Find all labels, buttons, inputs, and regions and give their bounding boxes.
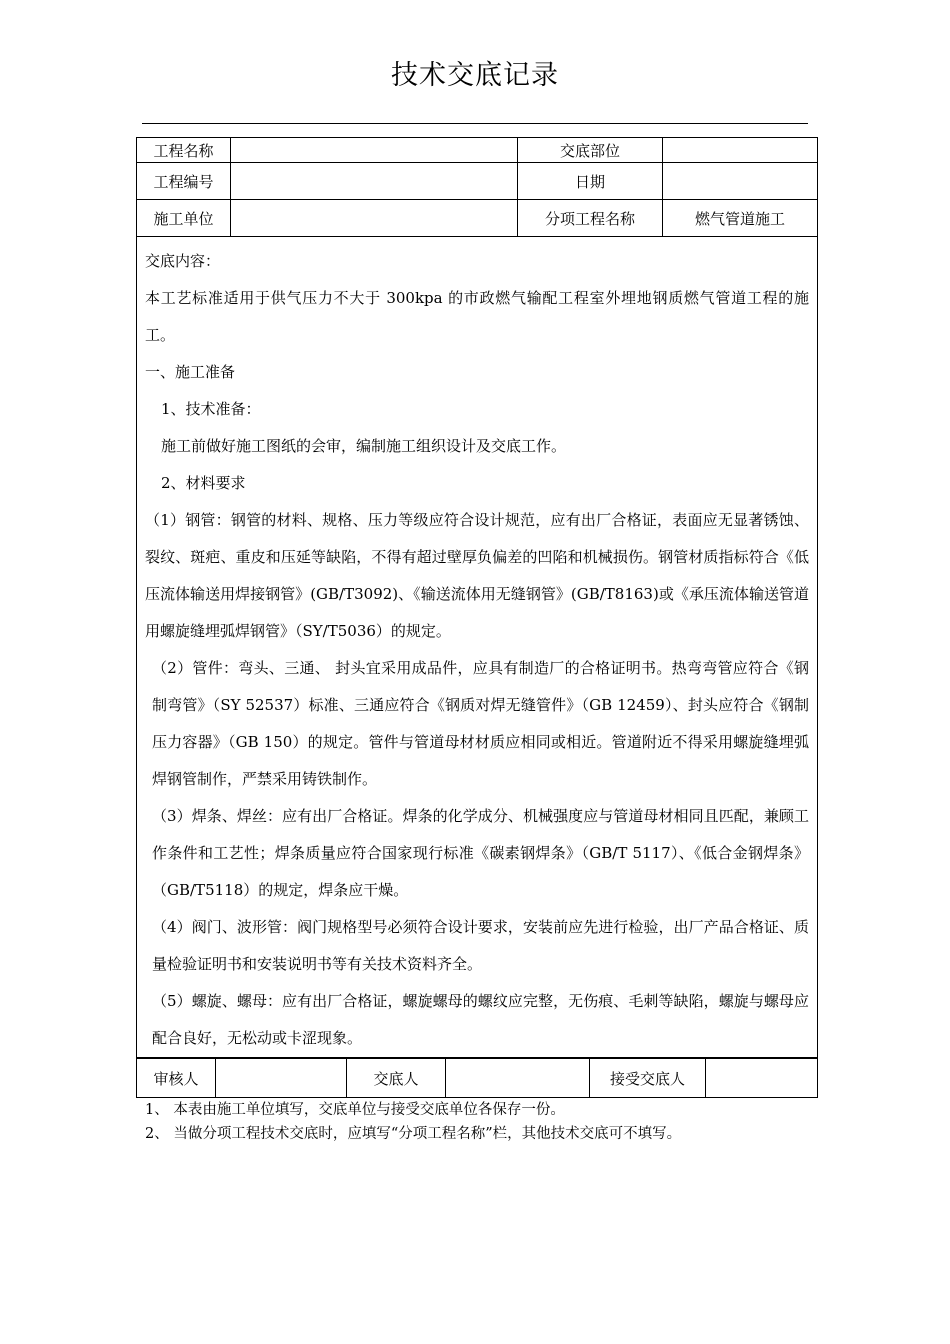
- reviewer-field[interactable]: [216, 1059, 347, 1098]
- date-field[interactable]: [663, 163, 818, 200]
- project-name-label: 工程名称: [137, 138, 231, 163]
- material-item-valves: （4）阀门、波形管：阀门规格型号必须符合设计要求，安装前应先进行检验，出厂产品合格证、质量检验证明书和安装说明书等有关技术资料齐全。: [152, 918, 809, 973]
- footnote-2: 2、 当做分项工程技术交底时，应填写“分项工程名称”栏，其他技术交底可不填写。: [145, 1126, 682, 1142]
- sub-technical-prep-text: 施工前做好施工图纸的会审，编制施工组织设计及交底工作。: [161, 437, 567, 455]
- content-heading: 交底内容：: [145, 252, 221, 270]
- discloser-label: 交底人: [347, 1059, 446, 1098]
- content-body: [137, 237, 818, 1058]
- project-name-field[interactable]: [231, 138, 518, 163]
- sub-material-requirements: 2、材料要求: [161, 474, 246, 492]
- handover-part-field[interactable]: [663, 138, 818, 163]
- header-row-project-name: [137, 138, 818, 163]
- signature-table: [136, 1058, 818, 1098]
- signature-row: [137, 1059, 818, 1098]
- receiver-field[interactable]: [706, 1059, 818, 1098]
- header-row-contractor: [137, 200, 818, 237]
- section-construction-prep: 一、施工准备: [145, 363, 236, 381]
- project-no-label: 工程编号: [137, 163, 231, 200]
- subproject-field[interactable]: 燃气管道施工: [663, 200, 818, 237]
- footnote-1: 1、 本表由施工单位填写，交底单位与接受交底单位各保存一份。: [145, 1102, 565, 1118]
- title-underline: [142, 123, 808, 124]
- material-item-steel-pipe: （1）钢管：钢管的材料、规格、压力等级应符合设计规范，应有出厂合格证，表面应无显著锈蚀、裂纹、斑疤、重皮和压延等缺陷，不得有超过壁厚负偏差的凹陷和机械损伤。钢管材质指标符合《低压流体输送用焊接钢管》(GB/T3092)、《输送流体用无缝钢管》(GB/T8163)或《承压流体输送管道用螺旋缝埋弧焊钢管》（SY/T5036）的规定。: [145, 511, 809, 640]
- subproject-label: 分项工程名称: [518, 200, 663, 237]
- footnotes: [145, 1098, 825, 1146]
- document-title: 技术交底记录: [391, 60, 559, 91]
- project-no-field[interactable]: [231, 163, 518, 200]
- material-item-fittings: （2）管件：弯头、三通、 封头宜采用成品件，应具有制造厂的合格证明书。热弯弯管应符合《钢制弯管》（SY 52537）标准、三通应符合《钢质对焊无缝管件》（GB 12459）、封头应符合《钢制压力容器》（GB 150）的规定。管件与管道母材材质应相同或相近。管道附近不得采用螺旋缝埋弧焊钢管制作，严禁采用铸铁制作。: [152, 659, 809, 788]
- contractor-field[interactable]: [231, 200, 518, 237]
- discloser-field[interactable]: [446, 1059, 590, 1098]
- sub-technical-prep: 1、技术准备：: [161, 400, 261, 418]
- material-item-welding: （3）焊条、焊丝：应有出厂合格证。焊条的化学成分、机械强度应与管道母材相同且匹配，兼顾工作条件和工艺性；焊条质量应符合国家现行标准《碳素钢焊条》（GB/T 5117）、《低合金钢焊条》（GB/T5118）的规定，焊条应干燥。: [152, 807, 809, 899]
- reviewer-label: 审核人: [137, 1059, 216, 1098]
- content-row: [137, 237, 818, 1058]
- content-intro: 本工艺标准适用于供气压力不大于 300kpa 的市政燃气输配工程室外埋地钢质燃气管道工程的施工。: [145, 289, 809, 344]
- material-item-bolts: （5）螺旋、螺母：应有出厂合格证，螺旋螺母的螺纹应完整，无伤痕、毛刺等缺陷，螺旋与螺母应配合良好，无松动或卡涩现象。: [152, 992, 809, 1047]
- receiver-label: 接受交底人: [590, 1059, 706, 1098]
- header-row-project-no: [137, 163, 818, 200]
- date-label: 日期: [518, 163, 663, 200]
- record-table: [136, 137, 818, 1058]
- contractor-label: 施工单位: [137, 200, 231, 237]
- handover-part-label: 交底部位: [518, 138, 663, 163]
